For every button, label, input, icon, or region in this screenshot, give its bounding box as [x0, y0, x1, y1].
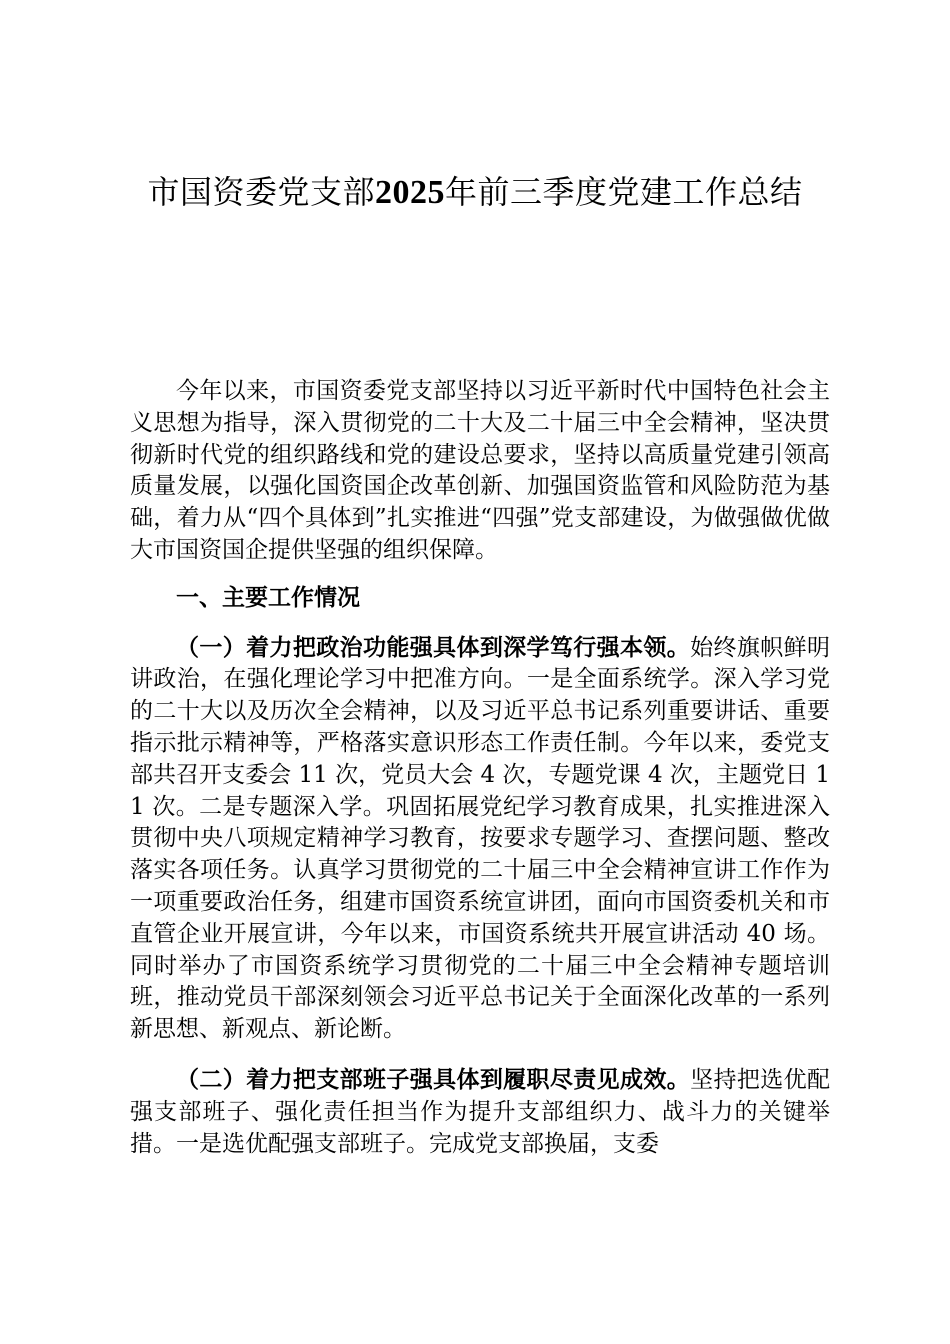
section-heading: 一、主要工作情况 [176, 583, 360, 611]
subsection-1-heading: （一）着力把政治功能强具体到深学笃行强本领。 [176, 633, 691, 661]
title-prefix: 市国资委党支部 [147, 173, 375, 211]
subsection-2-text: 坚持把选优配强支部班子、强化责任担当作为提升支部组织力、战斗力的关键举措。一是选优配强支部班子。完成党支部换届，支委 [130, 1066, 831, 1157]
subsection-1-paragraph [130, 632, 830, 1046]
spacer [130, 567, 830, 582]
title-year: 2025 [375, 174, 445, 211]
subsection-2-heading: （二）着力把支部班子强具体到履职尽责见成效。 [176, 1065, 691, 1093]
title-suffix: 年前三季度党建工作总结 [445, 173, 803, 211]
subsection-2-paragraph [130, 1064, 830, 1160]
spacer [130, 614, 830, 632]
spacer [130, 1046, 830, 1064]
document-body [130, 376, 830, 1160]
intro-paragraph: 今年以来，市国资委党支部坚持以习近平新时代中国特色社会主义思想为指导，深入贯彻党的二十大及二十届三中全会精神，坚决贯彻新时代党的组织路线和党的建设总要求，坚持以高质量党建引领高质量发展，以强化国资国企改革创新、加强国资监管和风险防范为基础，着力从“四个具体到”扎实推进“四强”党支部建设，为做强做优做大市国资国企提供坚强的组织保障。 [130, 378, 830, 563]
document-title [130, 168, 820, 217]
subsection-1-text: 始终旗帜鲜明讲政治，在强化理论学习中把准方向。一是全面系统学。深入学习党的二十大以及历次全会精神，以及习近平总书记系列重要讲话、重要指示批示精神等，严格落实意识形态工作责任制。今年以来，委党支部共召开支委会 11 次，党员大会 4 次，专题党课 4 次，主题党日 11 次。二是专题深入学。巩固拓展党纪学习教育成果，扎实推进深入贯彻中央八项规定精神学习教育，按要求专题学习、查摆问题、整改落实各项任务。认真学习贯彻党的二十届三中全会精神宣讲工作作为一项重要政治任务，组建市国资系统宣讲团，面向市国资委机关和市直管企业开展宣讲，今年以来，市国资系统共开展宣讲活动 40 场。同时举办了市国资系统学习贯彻党的二十届三中全会精神专题培训班，推动党员干部深刻领会习近平总书记关于全面深化改革的一系列新思想、新观点、新论断。 [130, 634, 831, 1043]
